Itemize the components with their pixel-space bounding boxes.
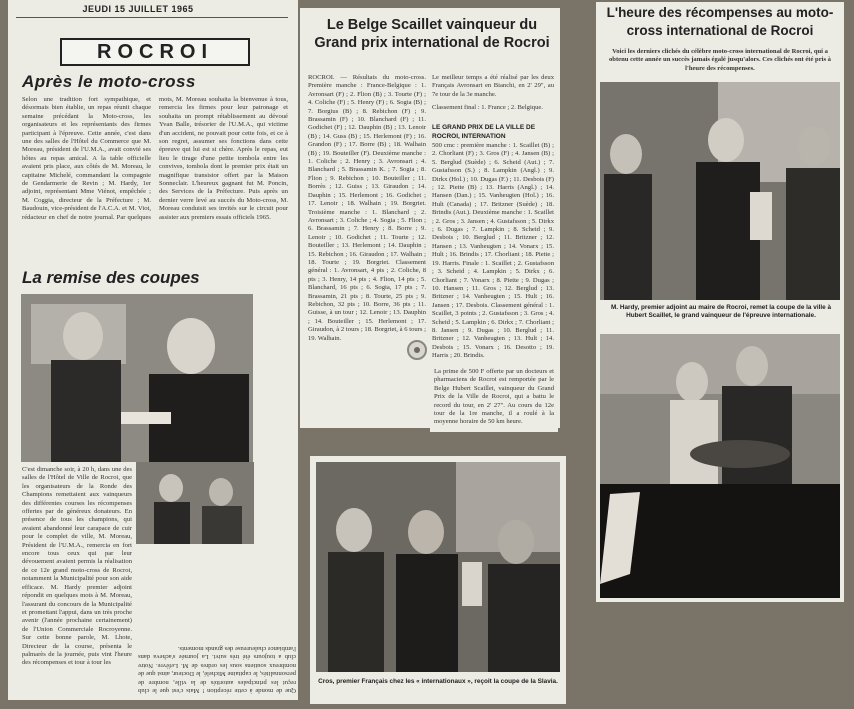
photo-trophy-winner-image [600, 334, 840, 598]
photo-trophy-winner [600, 334, 840, 598]
caption-hardy: M. Hardy, premier adjoint au maire de Rocroi, remet la coupe de la ville à Hubert Scaillet, le grand vainqueur de l'épreuve internationale. [610, 304, 832, 319]
gp-heading: LE GRAND PRIX DE LA VILLE DE ROCROI, INTERNATION [432, 124, 536, 140]
results-moto-cross: ROCROI. — Résultats du moto-cross. Première manche : France-Belgique : 1. Avronsart (F) ; 2. Flion (B) ; 3. Tourte (F) ; 4. Coliche (F) ; 5. Henry (F) ; 6. Sogia (B) ; 7. Borgius (B) ; 8. Rebichon (F) ; 9. Brassamin (F) ; 10. Blanchard (F) ; 11. Godichet (F) ; 12. Dauphin (B) ; 13. Lenoir (B) ; 14. Guss (B) ; 15. Herlemont (F) ; 16. Grandon (F) ; 17. Borre (B) ; 18. Walhain (B) ; 19. Bouteiller (F). Deuxième manche : 1. Coliche ; 2. Henry ; 3. Avronsart ; 4. Blanchard ; 5. Brassamin K. ; 7. Sogia ; 8. Flion ; 9. Rebichon ; 10. Bouteiller ; 11. Borrès ; 12. Guiss ; 13. Giraudon ; 14. Dauphin ; 15. Herlemont ; 16. Godichet ; 17. Lenoir ; 18. Walhain ; 19. Borgriet. Troisième manche : 1. Blanchard ; 2. Avronsart ; 3. Coliche ; 4. Sogia ; 5. Flion ; 6. Brassamin ; 7. Henry ; 8. Borre ; 9. Lenoir ; 10. Godichet ; 11. Tourte ; 12. Bouteiller ; 13. Herlemont ; 14. Dauphin ; 15. Rebichon ; 16. Giraudon ; 17. Walhain ; 18. Tourte ; 19. Borgriet. Classement général : 1. Avronsart, 4 pts ; 2. Coliche, 8 pts ; 3. Henry, 14 pts ; 4. Flion, 14 pts ; 5. Blanchard, 16 pts ; 6. Sogia, 17 pts ; 7. Brassamin, 21 pts ; 8. Tourte, 25 pts ; 9. Rebichon, 32 pts ; 10. Borre, 36 pts ; 11. Guisse, à un tour ; 12. Lenoir ; 13. Dauphin ; 14. Bouteiller ; 15. Herlemont ; 17. Giraudon, à 2 tours ; 18. Borgriet, à 6 tours ; 19. Walhain. [308, 74, 426, 342]
middle-prize-clipping [430, 366, 558, 432]
date-line: JEUDI 15 JUILLET 1965 [82, 4, 194, 14]
photo-officials [21, 294, 253, 462]
intro-recompenses: Voici les derniers clichés du célèbre moto-cross international de Rocroi, qui a obtenu cette année un succès jamais égalé jusqu'alors. Ces clichés ont été pris à l'heure des récompenses. [609, 48, 831, 72]
caption-cros: Cros, premier Français chez les « internationaux », reçoit la coupe de la Slavia. [318, 678, 558, 685]
article-moto-cross: Selon une tradition fort sympathique, et désormais bien établie, un repas réunit chaque semaine précédant la Moto-cross, les organisateurs et les représentants des firmes participant à l'épreuve. Cette année, c'est dans une des salles de l'Hôtel du Commerce que M. Moreau, président de l'U.M.A., avait convié ses hôtes au repas amical. A la table officielle avaient pris place, aux côtés de M. Moreau, le capitaine Michelé, commandant la compagnie de Gendarmerie de Revin ; M. Hardy, 1er adjoint, représentant Mme Viénot, empêchée ; M. Coggia, directeur de la Préfecture ; M. Baudouin, vice-président de l'A.C.A. et M. Viot, rédacteur en chef de notre journal. Par quelques mots, M. Moreau souhaita la bienvenue à tous, remercia les firmes pour leur patronage et souhaita un prompt rétablissement au dévoué Yvan Balle, trésorier de l'U.M.A., qui victime d'un accident, ne pouvait pour cette fois, et ce à son regret, assumer ses fonctions dans cette épreuve qui lui est si chère. Après le repas, eut lieu le tirage d'une petite tombola entre les convives, tombola dont le premier prix était un magnifique transistor offert par la Maison Sonneclair. L'heureux gagnant fut M. Poncin, des Services de la Préfecture. Puis après un dernier verre levé au succès du Moto-cross, M. Moreau conduisit ses invités sur le circuit pour assister aux premiers essais officiels 1965. [22, 96, 288, 221]
photo-hardy-scaillet [600, 82, 840, 300]
headline-recompenses: L'heure des récompenses au moto-cross international de Rocroi [606, 5, 834, 38]
photo-hardy-scaillet-image [600, 82, 840, 300]
results-grand-prix: 500 cmc : première manche : 1. Scaillet (B) ; 2. Chorliant (F) ; 3. Gros (F) ; 4. Jansen (B) ; 5. Berglud (Suède) ; 6. Scheid (Aut.) ; 7. Gustafsson (S.) ; 8. Lampkin (Angl.) ; 9. Dirkx (Hol.) ; 10. Dugas (F.) ; 11. Desbois (F) ; 12. Piette (B) ; 13. Harris (Angl.) ; 14. Hansen (Dan.) ; 15. Vanheugten (Hol.) ; 16. Hult (Canada) ; 17. Britzner (Suède) ; 18. Brindis (Aut.). Deuxième manche : 1. Scaillet ; 2. Gros ; 3. Jansen ; 4. Gustafsson ; 5. Dirkx ; 6. Dugas ; 7. Lampkin ; 8. Scheid ; 9. Desbois ; 10. Berglud ; 11. Britzner ; 12. Hansen ; 13. Vanheugten ; 14. Vonarx ; 15. Hult ; 16. Brindis ; 17. Chorliant ; 18. Piette ; 19. Harris. Finale : 1. Scaillet ; 2. Gustafsson ; 3. Scheid ; 4. Lampkin ; 5. Dirkx ; 6. Chorliant ; 7. Vonarx ; 8. Piette ; 9. Dugas ; 10. Hansen ; 11. Gros ; 12. Berglud ; 13. Britzner ; 14. Vanheugten ; 15. Hult ; 16. Jansen ; 17. Desbois. Classement général : 1. Scaillet, 3 points ; 2. Gustafsson ; 3. Gros ; 4. Scheid ; 5. Lampkin ; 6. Dirkx ; 7. Chorliant ; 8. Jansen ; 9. Dugas ; 10. Berglud ; 11. Britzner ; 12. Vanheugten ; 13. Hult ; 14. Desbois ; 15. Vonarx ; 16. Desotto ; 19. Harris ; 20. Brindis. [432, 142, 554, 360]
photo-ceremony-small-image [136, 462, 254, 544]
article-inverted-column: Que de monde à cette réception ! Mais c'est que le club reçut les principales autorités de la ville, nombre de personnalités, le capitaine Michelé, le Docteur, ainsi que de nombreux soutiens sous les ordres de M. Lefèvre. Notre club a toujours été très suivi. La journée s'acheva dans l'ambiance chaleureuse des grands moments. [138, 644, 296, 694]
classement-final: Classement final : 1. France ; 2. Belgique. [432, 104, 543, 111]
photo-officials-image [21, 294, 253, 462]
best-time-note: Le meilleur temps a été réalisé par les deux Français Avronsart en Bianchi, en 2' 29", au 7e tour de la 3e manche. [432, 74, 554, 98]
town-banner [60, 38, 250, 66]
headline-scaillet: Le Belge Scaillet vainqueur du Grand prix international de Rocroi [314, 17, 550, 51]
photo-cros-cup [316, 462, 560, 672]
article-remise-coupes: C'est dimanche soir, à 20 h, dans une des salles de l'Hôtel de Ville de Rocroi, que les organisateurs de la Ronde des Champions remettaient aux vainqueurs des différentes courses les récompenses offertes par de généreux donateurs. En présence de tous les champions, qui avaient abandonné leur carapace de cuir pour le complet de ville, M. Moreau, Président de l'U.M.A., remercia en fort encore tous ceux qui par leur dévouement avaient permis la réalisation de ce 12e grand moto-cross de Rocroi, notamment la Municipalité pour son aide efficace. M. Hardy premier adjoint répondit en quelques mots à M. Moreau, l'assurant du concours de la Municipalité et promettant l'appui, dans un très proche avenir (l'année prochaine certainement) de l'Union Commerciale Rocroyenne. Sur cette bonne parole, M. Lhote, Directeur de la course, présenta le palmarès de la journée, puis vint l'heure des récompenses et tour à tour les [22, 466, 132, 667]
middle-clipping [300, 8, 560, 428]
middle-photo-clipping [310, 456, 566, 704]
photo-ceremony-small [136, 462, 254, 544]
headline-moto-cross: Après le moto-cross [22, 72, 196, 91]
prize-note: La prime de 500 F offerte par un docteurs et pharmaciens de Rocroi est remportée par le Belge Hubert Scaillet, vainqueur du Grand Prix de la Ville de Rocroi, qui a battu le record du tour, en 2' 27". Au cours du 12e tour de la 1re manche, il a roulé à la moyenne horaire de 50 km heure. [434, 368, 554, 426]
town-name: ROCROI [97, 41, 213, 63]
photo-cros-cup-image [316, 462, 560, 672]
left-clipping [8, 0, 298, 700]
headline-remise-coupes: La remise des coupes [22, 268, 200, 287]
binder-ring-icon [407, 340, 427, 360]
right-clipping [596, 2, 844, 602]
rule-top [16, 17, 288, 18]
binder-ring-hole [414, 347, 420, 353]
